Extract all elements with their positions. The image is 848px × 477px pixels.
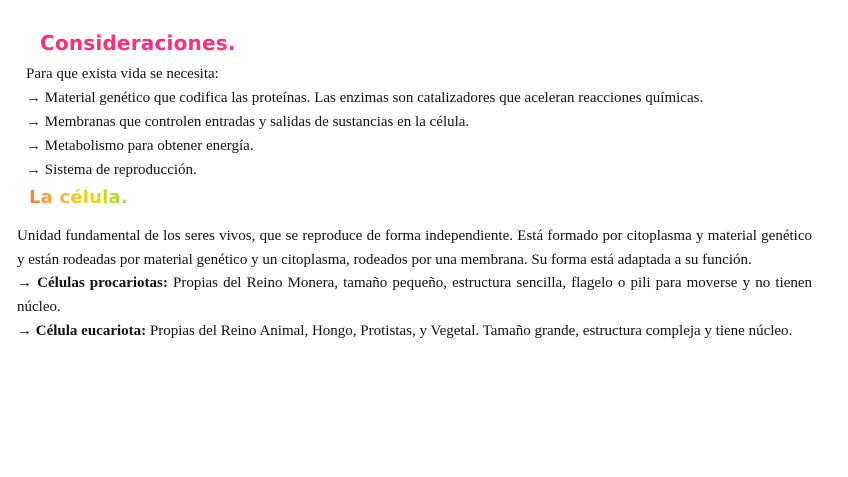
heading-la-celula: La célula. [29, 187, 128, 208]
arrow-right-icon: → [17, 322, 32, 339]
celula-paragraph: Unidad fundamental de los seres vivos, que se reproduce de forma independiente. Está formado por citoplasma y material genético y están rodeadas por material genético y un citoplasma, rodeados por una membrana. Su forma está adaptada a su función. [17, 228, 812, 268]
cell-type-procariota [17, 272, 812, 319]
arrow-right-icon: → [26, 162, 41, 178]
list-item-text: Sistema de reproducción. [44, 162, 197, 178]
arrow-right-icon: → [26, 114, 41, 130]
list-item [26, 110, 826, 134]
arrow-right-icon: → [26, 90, 41, 106]
cell-type-text: Propias del Reino Animal, Hongo, Protistas, y Vegetal. Tamaño grande, estructura compleja y tiene núcleo. [149, 322, 793, 339]
arrow-right-icon: → [17, 275, 32, 292]
list-item-text: Membranas que controlen entradas y salidas de sustancias en la célula. [44, 114, 470, 130]
consideraciones-list [26, 62, 826, 182]
celula-body [17, 225, 812, 344]
cell-type-text: Propias del Reino Monera, tamaño pequeño, estructura sencilla, flagelo o pili para moverse y no tienen núcleo. [17, 275, 813, 316]
list-item [26, 86, 826, 110]
list-item [26, 134, 826, 158]
list-item [26, 158, 826, 182]
list-item-text: Metabolismo para obtener energía. [44, 138, 254, 154]
cell-type-term: Célula eucariota: [35, 322, 147, 339]
cell-type-term: Células procariotas: [37, 275, 168, 292]
intro-line: Para que exista vida se necesita: [26, 66, 219, 82]
arrow-right-icon: → [26, 138, 41, 154]
cell-type-eucariota [17, 320, 812, 344]
list-item-text: Material genético que codifica las proteínas. Las enzimas son catalizadores que aceleran reacciones químicas. [44, 90, 704, 106]
heading-consideraciones: Consideraciones. [40, 31, 236, 55]
